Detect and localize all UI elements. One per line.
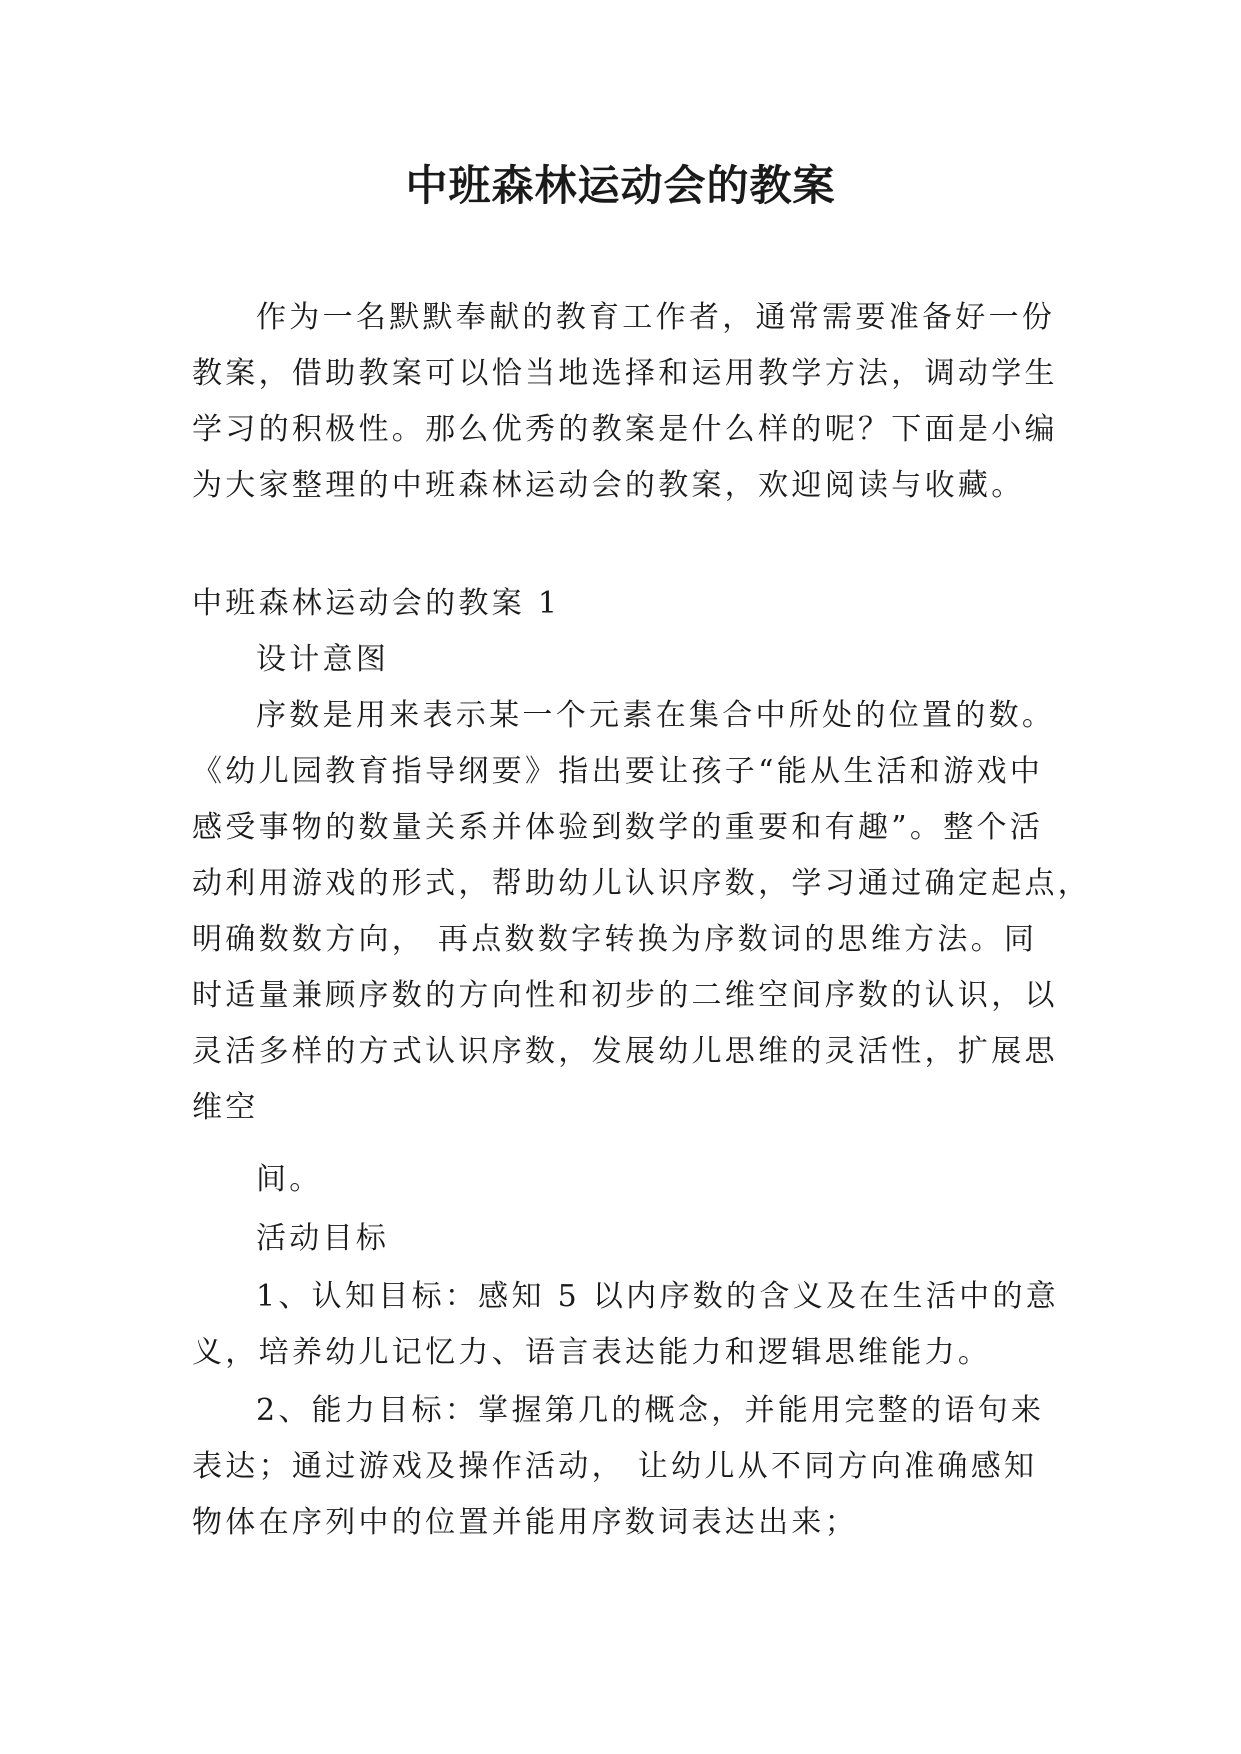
subheading-objectives: 活动目标 [256,1221,390,1256]
section-heading: 中班森林运动会的教案 1 [192,586,561,621]
page-title: 中班森林运动会的教案 [405,161,836,210]
paragraph-line: 时适量兼顾序数的方向性和初步的二维空间序数的认识，以 [192,978,1058,1013]
paragraph-line: 灵活多样的方式认识序数，发展幼儿思维的灵活性，扩展思 [192,1034,1058,1069]
paragraph-line: 《幼儿园教育指导纲要》指出要让孩子“能从生活和游戏中 [192,754,1044,789]
objective-line: 表达；通过游戏及操作活动， 让幼儿从不同方向准确感知 [192,1449,1038,1484]
objective-line: 1、认知目标：感知 5 以内序数的含义及在生活中的意 [256,1279,1060,1314]
objective-line: 物体在序列中的位置并能用序数词表达出来； [192,1505,858,1540]
paragraph-line: 为大家整理的中班森林运动会的教案，欢迎阅读与收藏。 [192,468,1025,503]
paragraph-line: 明确数数方向， 再点数数字转换为序数词的思维方法。同 [192,922,1038,957]
paragraph-line: 教案，借助教案可以恰当地选择和运用教学方法，调动学生 [192,356,1058,391]
paragraph-line: 作为一名默默奉献的教育工作者，通常需要准备好一份 [256,300,1056,335]
paragraph-line: 感受事物的数量关系并体验到数学的重要和有趣”。整个活 [192,810,1044,845]
paragraph-line: 学习的积极性。那么优秀的教案是什么样的呢？下面是小编 [192,412,1058,447]
paragraph-line: 动利用游戏的形式，帮助幼儿认识序数，学习通过确定起点， [192,866,1092,901]
objective-line: 2、能力目标：掌握第几的概念，并能用完整的语句来 [256,1393,1045,1428]
subheading-design-intent: 设计意图 [256,642,390,677]
objective-line: 义，培养幼儿记忆力、语言表达能力和逻辑思维能力。 [192,1335,992,1370]
paragraph-line: 序数是用来表示某一个元素在集合中所处的位置的数。 [256,698,1056,733]
paragraph-line: 维空 [192,1090,259,1125]
paragraph-line: 间。 [256,1162,323,1197]
